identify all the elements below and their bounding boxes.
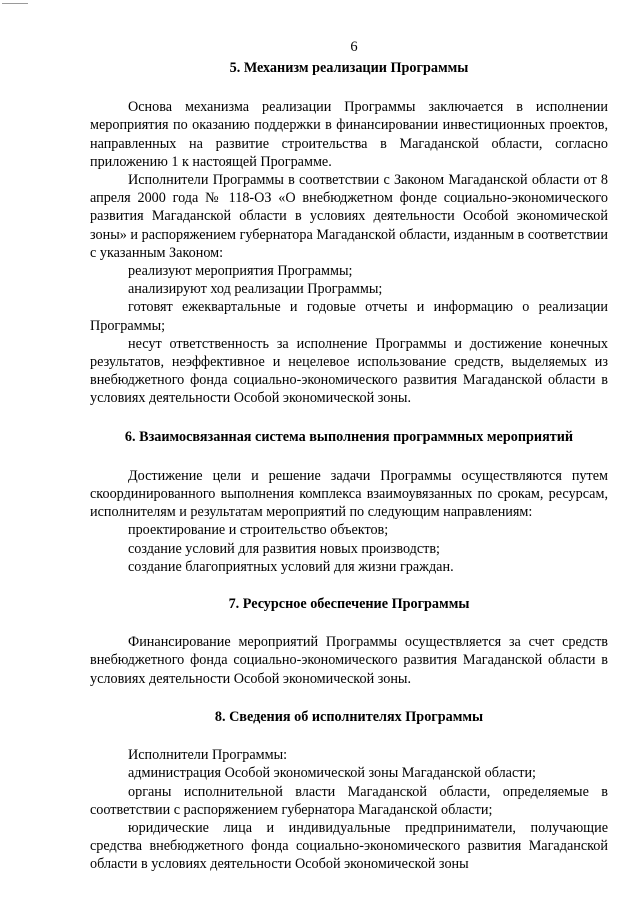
paragraph: Основа механизма реализации Программы заключается в исполнении мероприятия по оказанию поддержки в финансировании инвестиционных проектов, направленных на развитие строительства в Магаданской области, согласно приложению 1 к настоящей Программе. (90, 99, 608, 170)
list-item: проектирование и строительство объектов; (128, 522, 389, 539)
section-5-title: 5. Механизм реализации Программы (229, 60, 469, 76)
list-item: органы исполнительной власти Магаданской области, определяемые в соответствии с распоряжением губернатора Магаданской области; (90, 783, 608, 818)
page-number: 6 (350, 39, 358, 55)
document-page (90, 38, 608, 874)
list-item: несут ответственность за исполнение Программы и достижение конечных результатов, неэффективное и нецелевое использование средств, выделяемых из внебюджетного фонда социально-экономического развития Магаданской области в условиях деятельности Особой экономической зоны. (90, 335, 608, 407)
paragraph: Достижение цели и решение задачи Программы осуществляются путем скоординированного выполнения комплекса взаимоувязанных по срокам, ресурсам, исполнителям и результатам мероприятий по следующим направлениям: (90, 467, 608, 521)
section-6-title: 6. Взаимосвязанная система выполнения программных мероприятий (124, 428, 574, 445)
list-item: создание условий для развития новых производств; (128, 540, 440, 557)
section-7-title: 7. Ресурсное обеспечение Программы (228, 596, 470, 613)
section-5-body (90, 98, 608, 407)
scan-corner-mark (2, 0, 28, 4)
paragraph: Исполнители Программы в соответствии с Законом Магаданской области от 8 апреля 2000 года № 118-ОЗ «О внебюджетном фонде социально-экономического развития Магаданской области в условиях деятельности Особой экономической зоны» и распоряжением губернатора Магаданской области, изданным в соответствии с указанным Законом: (90, 172, 608, 261)
list-item: готовят ежеквартальные и годовые отчеты и информацию о реализации Программы; (90, 299, 608, 334)
section-8-body (90, 746, 608, 873)
section-8-title: 8. Сведения об исполнителях Программы (214, 708, 484, 725)
list-item: создание благоприятных условий для жизни граждан. (128, 558, 454, 575)
list-item: юридические лица и индивидуальные предприниматели, получающие средства внебюджетного фонда социально-экономического развития Магаданской области в условиях деятельности Особой экономической зоны (90, 819, 608, 873)
paragraph: Исполнители Программы: (128, 747, 288, 764)
list-item: администрация Особой экономической зоны Магаданской области; (128, 765, 536, 782)
list-item: анализируют ход реализации Программы; (128, 281, 383, 298)
section-7-body (90, 633, 608, 688)
section-6-body (90, 467, 608, 576)
list-item: реализуют мероприятия Программы; (128, 263, 353, 280)
paragraph: Финансирование мероприятий Программы осуществляется за счет средств внебюджетного фонда социально-экономического развития Магаданской области в условиях деятельности Особой экономической зоны. (90, 634, 608, 687)
